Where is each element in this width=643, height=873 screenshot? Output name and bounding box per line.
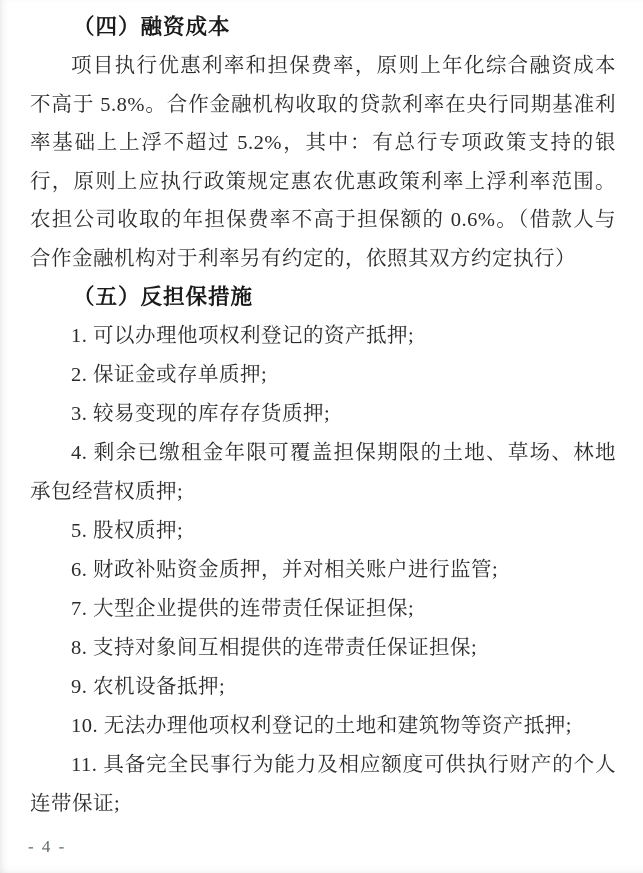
- list-item-3: 3. 较易变现的库存存货质押;: [71, 403, 331, 425]
- paragraph-financing-cost: 项目执行优惠利率和担保费率，原则上年化综合融资成本不高于 5.8%。合作金融机构收取的贷款利率在央行同期基准利率基础上上浮不超过 5.2%，其中：有总行专项政策支持的银行，原则上应执行政策规定惠农优惠政策利率上浮利率范围。农担公司收取的年担保费率不高于担保额的 0.6%。（借款人与合作金融机构对于利率另有约定的，依照其双方约定执行）: [30, 55, 616, 270]
- list-item-10: 10. 无法办理他项权利登记的土地和建筑物等资产抵押;: [71, 715, 572, 737]
- page-number: - 4 -: [28, 837, 67, 856]
- list-item-7: 7. 大型企业提供的连带责任保证担保;: [71, 598, 415, 620]
- list-item-6: 6. 财政补贴资金质押，并对相关账户进行监管;: [71, 559, 499, 581]
- list-item-4: 4. 剩余已缴租金年限可覆盖担保期限的土地、草场、林地承包经营权质押;: [30, 442, 616, 503]
- document-content: [30, 8, 616, 824]
- list-item-5: 5. 股权质押;: [71, 520, 184, 542]
- list-item-9: 9. 农机设备抵押;: [71, 676, 226, 698]
- list-item-11: 11. 具备完全民事行为能力及相应额度可供执行财产的个人连带保证;: [30, 754, 616, 815]
- section-heading-counter-guarantee: （五）反担保措施: [73, 285, 254, 309]
- section-heading-financing-cost: （四）融资成本: [73, 15, 231, 39]
- list-item-1: 1. 可以办理他项权利登记的资产抵押;: [71, 325, 415, 347]
- list-item-8: 8. 支持对象间互相提供的连带责任保证担保;: [71, 637, 478, 659]
- list-item-2: 2. 保证金或存单质押;: [71, 364, 268, 386]
